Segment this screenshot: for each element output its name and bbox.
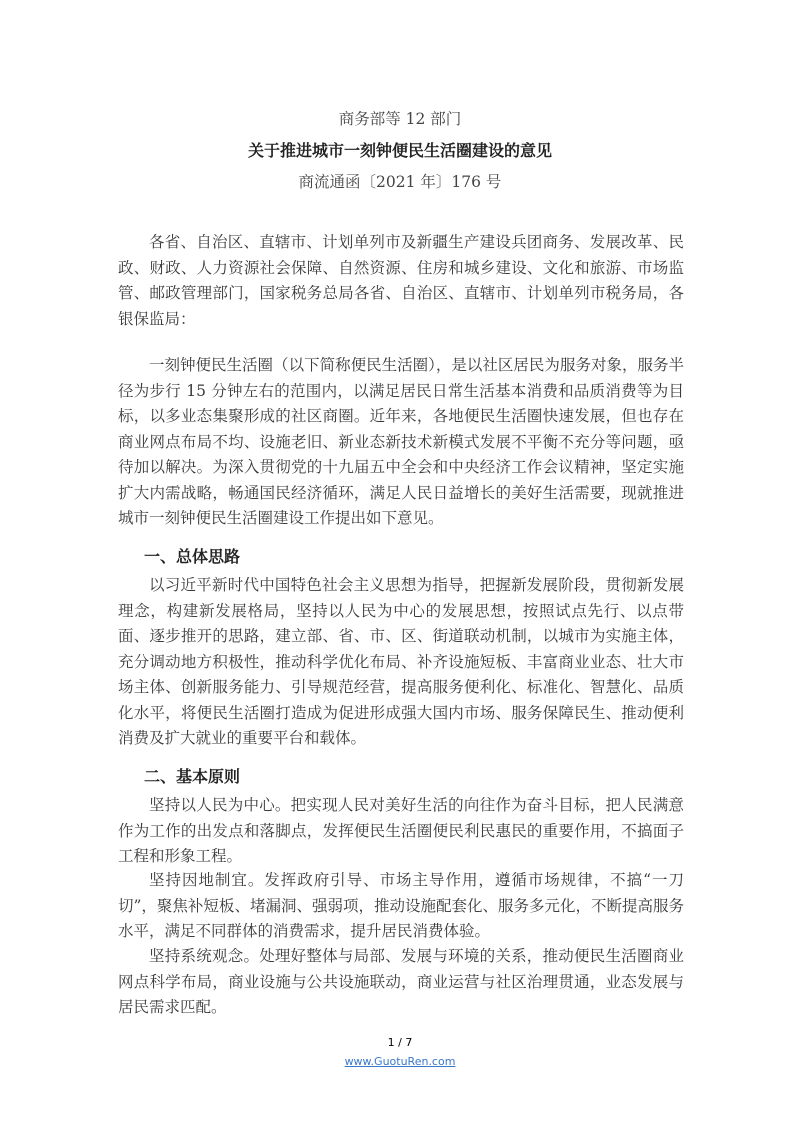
section-heading-2: 二、基本原则 bbox=[144, 767, 241, 786]
footer-link-container bbox=[0, 1050, 800, 1069]
intro-paragraph: 一刻钟便民生活圈（以下简称便民生活圈），是以社区居民为服务对象，服务半径为步行 15 分钟左右的范围内，以满足居民日常生活基本消费和品质消费等为目标，以多业态集聚形成的社区商圈。近年来，各地便民生活圈快速发展，但也存在商业网点布局不均、设施老旧、新业态新技术新模式发展不平衡不充分等问题，亟待加以解决。为深入贯彻党的十九届五中全会和中央经济工作会议精神，坚定实施扩大内需战略，畅通国民经济循环，满足人民日益增长的美好生活需要，现就推进城市一刻钟便民生活圈建设工作提出如下意见。 bbox=[118, 356, 684, 527]
section-1-paragraph-1: 以习近平新时代中国特色社会主义思想为指导，把握新发展阶段，贯彻新发展理念，构建新发展格局，坚持以人民为中心的发展思想，按照试点先行、以点带面、逐步推开的思路，建立部、省、市、区、街道联动机制，以城市为实施主体，充分调动地方积极性，推动科学优化布局、补齐设施短板、丰富商业业态、壮大市场主体、创新服务能力、引导规范经营，提高服务便利化、标准化、智慧化、品质化水平，将便民生活圈打造成为促进形成强大国内市场、服务保障民生、推动便利消费及扩大就业的重要平台和载体。 bbox=[118, 576, 684, 747]
document-title: 关于推进城市一刻钟便民生活圈建设的意见 bbox=[247, 141, 552, 160]
section-2-paragraph-1: 坚持以人民为中心。把实现人民对美好生活的向往作为奋斗目标，把人民满意作为工作的出发点和落脚点，发挥便民生活圈便民利民惠民的重要作用，不搞面子工程和形象工程。 bbox=[118, 796, 684, 865]
document-number: 商流通函〔2021 年〕176 号 bbox=[298, 173, 502, 191]
addressee-paragraph: 各省、自治区、直辖市、计划单列市及新疆生产建设兵团商务、发展改革、民政、财政、人力资源社会保障、自然资源、住房和城乡建设、文化和旅游、市场监管、邮政管理部门，国家税务总局各省、自治区、直辖市、计划单列市税务局，各银保监局： bbox=[118, 233, 684, 328]
page-indicator: 1 / 7 bbox=[387, 1036, 413, 1049]
website-link[interactable]: www.GuotuRen.com bbox=[344, 1055, 456, 1068]
issuer-line: 商务部等 12 部门 bbox=[338, 110, 462, 128]
section-heading-1: 一、总体思路 bbox=[144, 547, 241, 566]
section-2-paragraph-2: 坚持因地制宜。发挥政府引导、市场主导作用，遵循市场规律，不搞“一刀切”，聚焦补短板、堵漏洞、强弱项，推动设施配套化、服务多元化，不断提高服务水平，满足不同群体的消费需求，提升居民消费体验。 bbox=[118, 871, 684, 940]
section-2-paragraph-3: 坚持系统观念。处理好整体与局部、发展与环境的关系，推动便民生活圈商业网点科学布局，商业设施与公共设施联动，商业运营与社区治理贯通，业态发展与居民需求匹配。 bbox=[118, 947, 684, 1016]
